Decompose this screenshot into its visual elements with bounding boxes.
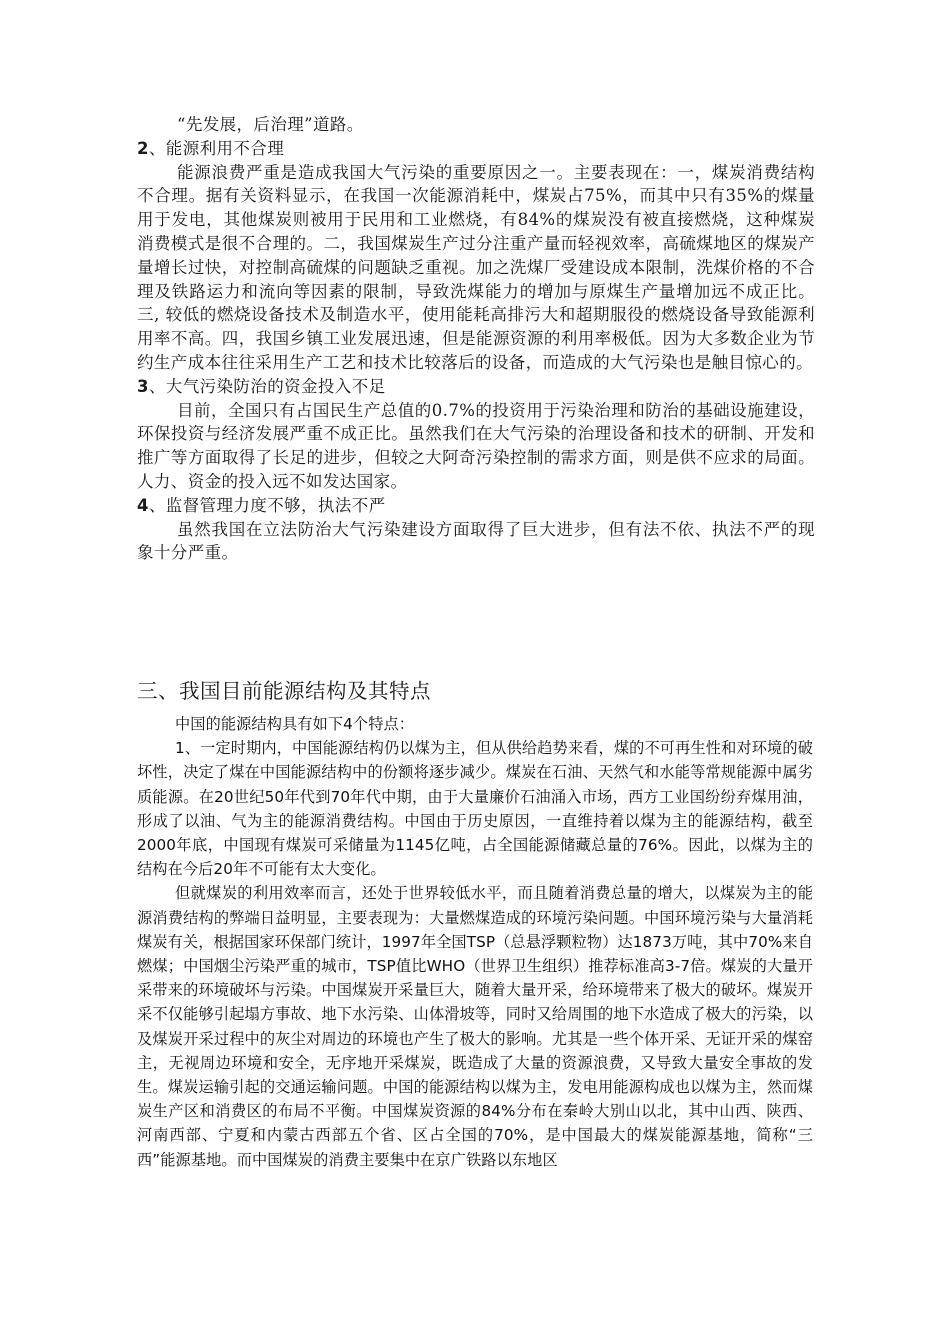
- section-heading: 三、我国目前能源结构及其特点: [137, 679, 431, 703]
- subheading-energy-use: [137, 137, 815, 161]
- subheading-text: 、监督管理力度不够，执法不严: [148, 495, 386, 515]
- subheading-text: 、大气污染防治的资金投入不足: [148, 376, 386, 396]
- section-causes: [137, 113, 815, 565]
- subheading-supervision: [137, 494, 815, 518]
- subheading-text: 、能源利用不合理: [148, 138, 285, 158]
- paragraph-supervision: 虽然我国在立法防治大气污染建设方面取得了巨大进步，但有法不依、执法不严的现象十分严重。: [137, 519, 815, 563]
- paragraph-intro: 中国的能源结构具有如下4个特点：: [175, 715, 415, 733]
- subheading-number: 2: [137, 138, 149, 158]
- section-energy-structure: [137, 712, 813, 1172]
- paragraph-coal-efficiency: 但就煤炭的利用效率而言，还处于世界较低水平，而且随着消费总量的增大，以煤炭为主的能源消费结构的弊端日益明显，主要表现为：大量燃煤造成的环境污染问题。中国环境污染与大量消耗煤炭有关，根据国家环保部门统计，1997年全国TSP（总悬浮颗粒物）达1873万吨，其中70%来自燃煤；中国烟尘污染严重的城市，TSP值比WHO（世界卫生组织）推荐标准高3-7倍。煤炭的大量开采带来的环境破坏与污染。中国煤炭开采量巨大，随着大量开采，给环境带来了极大的破坏。煤炭开采不仅能够引起塌方事故、地下水污染、山体滑坡等，同时又给周围的地下水造成了极大的污染，以及煤炭开采过程中的灰尘对周边的环境也产生了极大的影响。尤其是一些个体开采、无证开采的煤窑主，无视周边环境和安全，无序地开采煤炭，既造成了大量的资源浪费，又导致大量安全事故的发生。煤炭运输引起的交通运输问题。中国的能源结构以煤为主，发电用能源构成也以煤为主，然而煤炭生产区和消费区的布局不平衡。中国煤炭资源的84%分布在秦岭大别山以北，其中山西、陕西、河南西部、宁夏和内蒙古西部五个省、区占全国的70%，是中国最大的煤炭能源基地，简称“三西”能源基地。而中国煤炭的消费主要集中在京广铁路以东地区: [137, 884, 813, 1169]
- subheading-number: 4: [137, 495, 149, 515]
- subheading-number: 3: [137, 376, 149, 396]
- paragraph-funding: 目前，全国只有占国民生产总值的0.7%的投资用于污染治理和防治的基础设施建设，环保投资与经济发展严重不成正比。虽然我们在大气污染的治理设备和技术的研制、开发和推广等方面取得了长足的进步，但较之大阿奇污染控制的需求方面，则是供不应求的局面。人力、资金的投入远不如发达国家。: [137, 400, 815, 491]
- paragraph-coal-dominance: 1、一定时期内，中国能源结构仍以煤为主，但从供给趋势来看，煤的不可再生性和对环境的破坏性，决定了煤在中国能源结构中的份额将逐步减少。煤炭在石油、天然气和水能等常规能源中属劣质能源。在20世纪50年代到70年代中期，由于大量廉价石油涌入市场，西方工业国纷纷弃煤用油，形成了以油、气为主的能源消费结构。中国由于历史原因，一直维持着以煤为主的能源结构，截至2000年底，中国现有煤炭可采储量为1145亿吨，占全国能源储藏总量的76%。因此，以煤为主的结构在今后20年不可能有太大变化。: [137, 739, 813, 879]
- subheading-funding: [137, 375, 815, 399]
- paragraph-continuation: “先发展，后治理”道路。: [177, 115, 364, 134]
- paragraph-energy-waste: 能源浪费严重是造成我国大气污染的重要原因之一。主要表现在：一，煤炭消费结构不合理。据有关资料显示，在我国一次能源消耗中，煤炭占75%，而其中只有35%的煤量用于发电，其他煤炭则被用于民用和工业燃烧，有84%的煤炭没有被直接燃烧，这种煤炭消费模式是很不合理的。二，我国煤炭生产过分注重产量而轻视效率，高硫煤地区的煤炭产量增长过快，对控制高硫煤的问题缺乏重视。加之洗煤厂受建设成本限制，洗煤价格的不合理及铁路运力和流向等因素的限制，导致洗煤能力的增加与原煤生产量增加远不成正比。三, 较低的燃烧设备技术及制造水平，使用能耗高排污大和超期服役的燃烧设备导致能源利用率不高。四，我国乡镇工业发展迅速，但是能源资源的利用率极低。因为大多数企业为节约生产成本往往采用生产工艺和技术比较落后的设备，而造成的大气污染也是触目惊心的。: [137, 162, 815, 372]
